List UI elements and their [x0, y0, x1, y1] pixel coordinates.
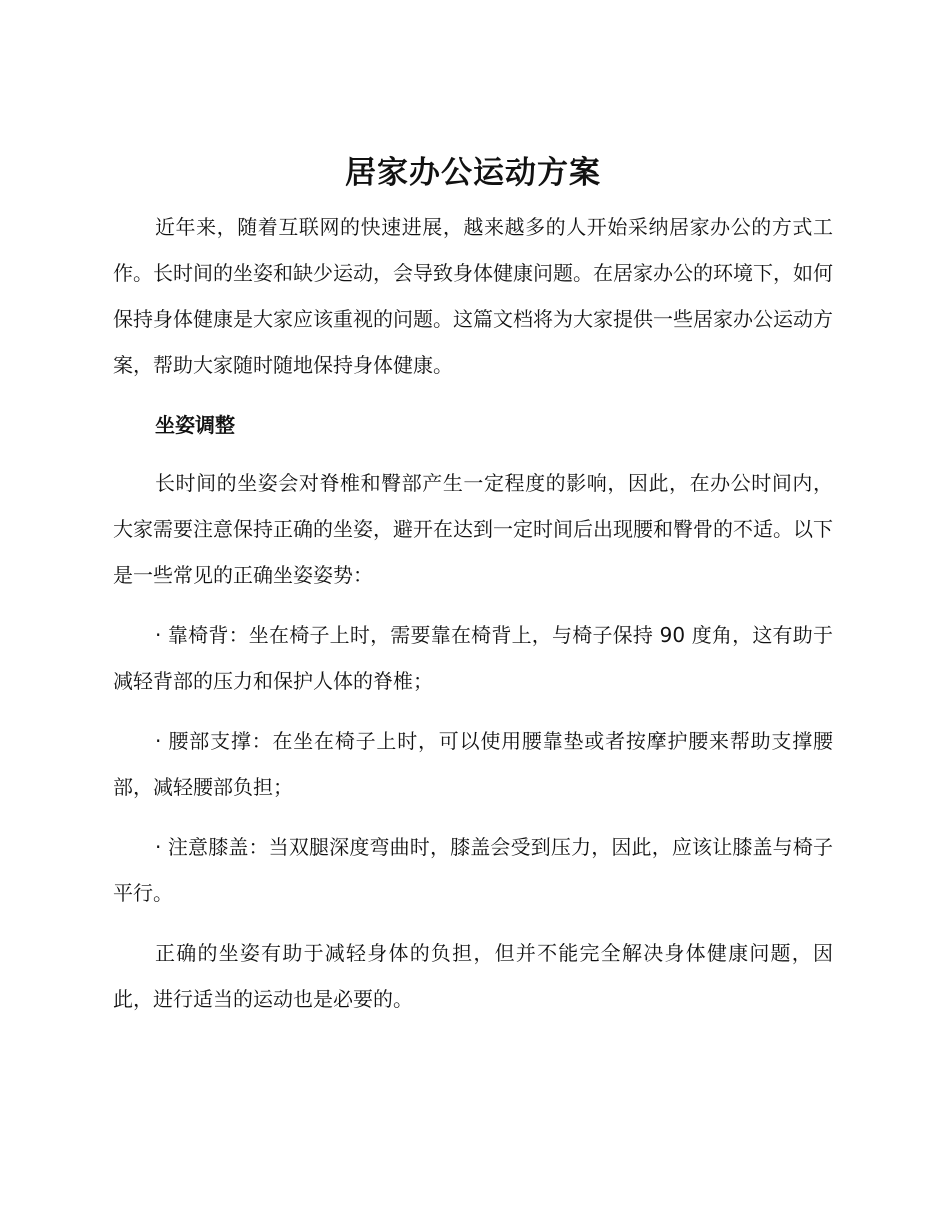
section-heading: 坐姿调整	[155, 413, 235, 437]
bullet-item-knees: · 注意膝盖：当双腿深度弯曲时，膝盖会受到压力，因此，应该让膝盖与椅子平行。	[113, 835, 833, 905]
intro-paragraph: 近年来，随着互联网的快速进展，越来越多的人开始采纳居家办公的方式工作。长时间的坐姿和缺少运动，会导致身体健康问题。在居家办公的环境下，如何保持身体健康是大家应该重视的问题。这篇文档将为大家提供一些居家办公运动方案，帮助大家随时随地保持身体健康。	[113, 215, 833, 377]
bullet-item-lumbar-support: · 腰部支撑：在坐在椅子上时，可以使用腰靠垫或者按摩护腰来帮助支撑腰部，减轻腰部负担；	[113, 729, 833, 799]
conclusion-paragraph: 正确的坐姿有助于减轻身体的负担，但并不能完全解决身体健康问题，因此，进行适当的运动也是必要的。	[113, 941, 833, 1011]
bullet-item-backrest: · 靠椅背：坐在椅子上时，需要靠在椅背上，与椅子保持 90 度角，这有助于减轻背部的压力和保护人体的脊椎；	[113, 623, 833, 693]
document-title: 居家办公运动方案	[345, 155, 601, 191]
document-page	[113, 150, 833, 1036]
section-intro-paragraph: 长时间的坐姿会对脊椎和臀部产生一定程度的影响，因此，在办公时间内，大家需要注意保持正确的坐姿，避开在达到一定时间后出现腰和臀骨的不适。以下是一些常见的正确坐姿姿势：	[113, 471, 833, 587]
